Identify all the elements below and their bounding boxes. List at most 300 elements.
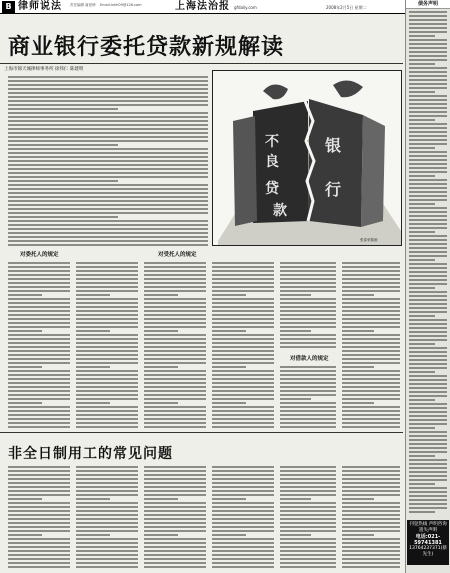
sidebar-notice-line xyxy=(409,51,447,53)
article1-col6-line xyxy=(342,310,400,312)
article2-col3-line xyxy=(144,530,206,532)
article2-col4-line xyxy=(212,566,274,568)
article1-col4-line xyxy=(212,298,274,300)
article1-col2-line xyxy=(76,418,138,420)
article1-col1-line xyxy=(8,322,70,324)
article2-col5-line xyxy=(280,506,336,508)
article2-col3-line xyxy=(144,518,206,520)
article1-col4-line xyxy=(212,410,274,412)
sidebar-notice-line xyxy=(409,427,435,429)
article1-col4-line xyxy=(212,406,274,408)
section-logo: B xyxy=(2,1,15,13)
article2-col4-line xyxy=(212,554,274,556)
article2-col6-line xyxy=(342,562,400,564)
article1-col6-line xyxy=(342,334,400,336)
article2-col5-line xyxy=(280,550,336,552)
article1-col1-line xyxy=(8,262,70,264)
article1-intro-line xyxy=(8,156,208,158)
article2-col4-line xyxy=(212,494,274,496)
editor-line: 责任编辑 唐爱珍 xyxy=(70,3,96,7)
article2-col6-line xyxy=(342,558,400,560)
sidebar-notice-line xyxy=(409,359,447,361)
article1-intro-line xyxy=(8,180,118,182)
article2-col1-line xyxy=(8,506,70,508)
sidebar-notice-line xyxy=(409,151,447,153)
article2-col3-line xyxy=(144,498,178,500)
article2-col1-line xyxy=(8,518,70,520)
article2-col4-line xyxy=(212,486,274,488)
sidebar-notice-line xyxy=(409,23,447,25)
article2-col1-line xyxy=(8,510,70,512)
article2-col1-line xyxy=(8,514,70,516)
article2-col3-line xyxy=(144,534,178,536)
sidebar-notice-line xyxy=(409,187,447,189)
article1-col4-line xyxy=(212,350,274,352)
article1-col3-line xyxy=(144,418,206,420)
sidebar-notice-line xyxy=(409,487,447,489)
article2-col4-line xyxy=(212,562,274,564)
article2-col1-line xyxy=(8,490,70,492)
article1-col3-line xyxy=(144,378,206,380)
article1-col6-line xyxy=(342,426,400,428)
sidebar-notice-line xyxy=(409,375,447,377)
sidebar-notice-line xyxy=(409,15,447,17)
article1-col4-line xyxy=(212,386,274,388)
article2-col2-line xyxy=(76,518,138,520)
article1-col4-line xyxy=(212,346,274,348)
sidebar-notice-line xyxy=(409,271,447,273)
article2-col3-line xyxy=(144,502,206,504)
sidebar-notice-line xyxy=(409,63,435,65)
article1-col6-line xyxy=(342,298,400,300)
sidebar-notice-line xyxy=(409,167,447,169)
article2-col1-line xyxy=(8,550,70,552)
article1-byline: 上海市锦天城律师事务所 徐伟仁 陈建明 xyxy=(4,67,84,72)
article1-col6-line xyxy=(342,294,374,296)
article1-col6-line xyxy=(342,282,400,284)
article2-col2-line xyxy=(76,534,110,536)
article1-col1-line xyxy=(8,350,70,352)
sidebar-notice-line xyxy=(409,39,447,41)
article2-col1-line xyxy=(8,554,70,556)
article1-col6-line xyxy=(342,322,400,324)
article2-col6-line xyxy=(342,482,400,484)
article1-col1-line xyxy=(8,378,70,380)
article1-col6-line xyxy=(342,390,400,392)
article1-col3-line xyxy=(144,290,206,292)
article1-col6-line xyxy=(342,358,400,360)
sidebar-notice-line xyxy=(409,343,435,345)
article2-col5-line xyxy=(280,530,336,532)
article1-col2-line xyxy=(76,286,138,288)
article1-col4-line xyxy=(212,294,246,296)
article2-col1-line xyxy=(8,478,70,480)
article1-col3-line xyxy=(144,262,206,264)
sidebar-notice-line xyxy=(409,171,447,173)
article1-col1-line xyxy=(8,390,70,392)
article1-col3-line xyxy=(144,374,206,376)
article1-col6-line xyxy=(342,270,400,272)
section-title: 律师说法 xyxy=(18,1,62,12)
article1-col3-line xyxy=(144,310,206,312)
sidebar-notice-line xyxy=(409,155,447,157)
article2-col5-line xyxy=(280,490,336,492)
article1-col5-line xyxy=(280,334,336,336)
article1-col4-line xyxy=(212,310,274,312)
article1-col2-line xyxy=(76,426,138,428)
article1-col2-line xyxy=(76,382,138,384)
article1-col5b-line xyxy=(280,406,336,408)
article1-col5b-line xyxy=(280,390,336,392)
article1-col3-line xyxy=(144,390,206,392)
article1-col1-line xyxy=(8,318,70,320)
article1-col1-line xyxy=(8,294,42,296)
article1-col6-line xyxy=(342,370,400,372)
sidebar-notice-line xyxy=(409,159,447,161)
email-line: Email:lxhh09@126.com xyxy=(100,3,142,7)
article1-col6-line xyxy=(342,406,400,408)
article1-col6-line xyxy=(342,342,400,344)
article1-col2-line xyxy=(76,406,138,408)
article2-col3-line xyxy=(144,546,206,548)
article1-col1-line xyxy=(8,374,70,376)
sidebar-notice-line xyxy=(409,215,447,217)
sidebar-notice-line xyxy=(409,447,447,449)
article1-col4-line xyxy=(212,338,274,340)
article1-col5b-line xyxy=(280,386,336,388)
article1-col1-line xyxy=(8,398,70,400)
article1-col6-line xyxy=(342,402,374,404)
sidebar-notice-line xyxy=(409,315,435,317)
sidebar-notice-line xyxy=(409,327,447,329)
article2-col5-line xyxy=(280,562,336,564)
article1-col2-line xyxy=(76,378,138,380)
article2-col5-line xyxy=(280,494,336,496)
article1-col1-line xyxy=(8,326,70,328)
article1-intro-line xyxy=(8,80,208,82)
sidebar-notice-line xyxy=(409,395,447,397)
article1-col5-line xyxy=(280,338,336,340)
article1-col3-line xyxy=(144,314,206,316)
article1-col3-line xyxy=(144,414,206,416)
article1-col4-line xyxy=(212,354,274,356)
article1-col1-line xyxy=(8,338,70,340)
article1-col1-line xyxy=(8,410,70,412)
article2-col6-line xyxy=(342,554,400,556)
article1-intro-line xyxy=(8,108,118,110)
article2-col5-line xyxy=(280,486,336,488)
sidebar-notice-line xyxy=(409,31,447,33)
article1-col4-line xyxy=(212,278,274,280)
article1-intro-line xyxy=(8,176,208,178)
illustration-svg xyxy=(213,71,402,246)
article1-col2-line xyxy=(76,334,138,336)
article2-col5-line xyxy=(280,558,336,560)
sidebar-notice-line xyxy=(409,307,447,309)
article1-col6-line xyxy=(342,318,400,320)
article1-col5-line xyxy=(280,346,336,348)
sidebar-notice-line xyxy=(409,115,447,117)
article2-col5-line xyxy=(280,498,311,500)
sidebar-notice-line xyxy=(409,71,447,73)
article1-col6-line xyxy=(342,326,400,328)
article1-col3-line xyxy=(144,426,206,428)
article1-intro-line xyxy=(8,76,208,78)
article2-col2-line xyxy=(76,542,138,544)
article2-col5-line xyxy=(280,466,336,468)
article1-col3-line xyxy=(144,366,178,368)
article1-col1-line xyxy=(8,414,70,416)
article2-col5-line xyxy=(280,502,336,504)
article2-col6-line xyxy=(342,490,400,492)
article2-col3-line xyxy=(144,490,206,492)
sidebar-notice-line xyxy=(409,223,447,225)
article2-col5-line xyxy=(280,534,311,536)
sidebar-notice-line xyxy=(409,123,447,125)
article1-intro-line xyxy=(8,240,208,242)
article2-col6-line xyxy=(342,514,400,516)
article1-col2-line xyxy=(76,370,138,372)
article2-col5-line xyxy=(280,510,336,512)
article2-col6-line xyxy=(342,550,400,552)
sidebar-notice-line xyxy=(409,255,447,257)
article1-intro-line xyxy=(8,196,208,198)
article1-col2-line xyxy=(76,262,138,264)
sidebar-notice-line xyxy=(409,199,447,201)
article2-col4-line xyxy=(212,502,274,504)
sidebar-notice-line xyxy=(409,479,447,481)
article2-col1-line xyxy=(8,470,70,472)
article1-col5b-line xyxy=(280,414,336,416)
article1-col4-line xyxy=(212,414,274,416)
article1-col3-line xyxy=(144,358,206,360)
article1-col2-line xyxy=(76,374,138,376)
article1-col4-line xyxy=(212,286,274,288)
article1-intro-line xyxy=(8,160,208,162)
article2-col6-line xyxy=(342,494,400,496)
article1-col6-line xyxy=(342,266,400,268)
article1-col2-line xyxy=(76,422,138,424)
sidebar-notice-line xyxy=(409,263,447,265)
article2-col2-line xyxy=(76,510,138,512)
article1-col2-line xyxy=(76,350,138,352)
article1-col6-line xyxy=(342,374,400,376)
article1-col2-line xyxy=(76,270,138,272)
article2-col6-line xyxy=(342,566,400,568)
sidebar-notice-line xyxy=(409,179,447,181)
article1-col6-line xyxy=(342,274,400,276)
article1-col4-line xyxy=(212,374,274,376)
article1-col2-line xyxy=(76,298,138,300)
article2-col4-line xyxy=(212,522,274,524)
article2-col3-line xyxy=(144,470,206,472)
article1-col5-line xyxy=(280,294,311,296)
article2-col2-line xyxy=(76,514,138,516)
illustration-caption: 张春荣插画 xyxy=(360,238,378,242)
sidebar-notice-line xyxy=(409,339,447,341)
article1-col1-line xyxy=(8,362,70,364)
article2-col1-line xyxy=(8,562,70,564)
article1-col3-line xyxy=(144,338,206,340)
article2-col2-line xyxy=(76,554,138,556)
article1-col3-line xyxy=(144,270,206,272)
article2-col2-line xyxy=(76,558,138,560)
sidebar-phone-box xyxy=(407,520,449,565)
article2-col2-line xyxy=(76,470,138,472)
section-divider xyxy=(0,432,403,433)
article1-col1-line xyxy=(8,286,70,288)
article1-col2-line xyxy=(76,338,138,340)
sidebar-notice-line xyxy=(409,127,447,129)
sidebar-notice-line xyxy=(409,475,447,477)
article1-intro-line xyxy=(8,136,208,138)
article1-intro-line xyxy=(8,204,208,206)
article1-col2-line xyxy=(76,398,138,400)
article2-col3-line xyxy=(144,514,206,516)
sidebar-notice-line xyxy=(409,95,447,97)
sidebar-notice-line xyxy=(409,335,447,337)
article1-col3-line xyxy=(144,322,206,324)
phone-box-line3: 13764237371(蔡先生) xyxy=(409,546,447,557)
article1-col2-line xyxy=(76,302,138,304)
article1-col5b-line xyxy=(280,370,336,372)
sidebar-title: 债务声明 xyxy=(406,0,450,9)
article2-col4-line xyxy=(212,546,274,548)
article2-col3-line xyxy=(144,542,206,544)
article1-intro-line xyxy=(8,152,208,154)
article1-col1-line xyxy=(8,282,70,284)
article1-col3-line xyxy=(144,326,206,328)
article1-col6-line xyxy=(342,398,400,400)
article1-col5b-line xyxy=(280,422,336,424)
article1-col1-line xyxy=(8,406,70,408)
article1-col4-line xyxy=(212,266,274,268)
article1-intro-line xyxy=(8,172,208,174)
article1-col2-line xyxy=(76,314,138,316)
article1-col3-line xyxy=(144,382,206,384)
article1-col5b-line xyxy=(280,402,336,404)
article2-col5-line xyxy=(280,470,336,472)
article1-intro-line xyxy=(8,168,208,170)
article2-col6-line xyxy=(342,534,374,536)
article1-col5-line xyxy=(280,314,336,316)
article1-col1-line xyxy=(8,330,42,332)
article1-col5-line xyxy=(280,310,336,312)
sidebar-notice-line xyxy=(409,379,447,381)
newspaper-name: 上海法治报 xyxy=(175,1,230,12)
sidebar-notice-line xyxy=(409,499,447,501)
sidebar-notice-line xyxy=(409,279,447,281)
article2-col3-line xyxy=(144,538,206,540)
article2-col6-line xyxy=(342,518,400,520)
article1-col6-line xyxy=(342,362,400,364)
sidebar-notice-line xyxy=(409,163,447,165)
sidebar-notice-line xyxy=(409,99,447,101)
sidebar-notice-line xyxy=(409,311,447,313)
sidebar-notice-line xyxy=(409,331,447,333)
article1-col4-line xyxy=(212,370,274,372)
article2-col2-line xyxy=(76,490,138,492)
article2-col1-line xyxy=(8,566,70,568)
phone-box-line2: 电话:021-59741381 xyxy=(414,534,442,546)
article1-col3-line xyxy=(144,410,206,412)
sidebar-notice-line xyxy=(409,415,447,417)
article1-intro-line xyxy=(8,188,208,190)
article1-intro-line xyxy=(8,208,208,210)
article1-intro-line xyxy=(8,100,208,102)
sidebar-notice-line xyxy=(409,203,435,205)
article2-col1-line xyxy=(8,546,70,548)
sidebar-notice-line xyxy=(409,11,447,13)
sidebar-notice-line xyxy=(409,239,447,241)
sidebar-notice-line xyxy=(409,83,447,85)
article1-col4-line xyxy=(212,314,274,316)
article2-col2-line xyxy=(76,562,138,564)
sidebar-notice-line xyxy=(409,355,447,357)
article1-intro-line xyxy=(8,104,208,106)
article1-col6-line xyxy=(342,262,400,264)
article1-intro-line xyxy=(8,184,208,186)
article1-col2-line xyxy=(76,266,138,268)
article1-col2-line xyxy=(76,354,138,356)
article1-intro-line xyxy=(8,200,208,202)
article1-col3-line xyxy=(144,302,206,304)
illus-char-6: 行 xyxy=(325,180,342,199)
article2-col3-line xyxy=(144,474,206,476)
article2-col4-line xyxy=(212,474,274,476)
article1-intro-line xyxy=(8,232,208,234)
article1-col6-line xyxy=(342,422,400,424)
article1-col4-line xyxy=(212,358,274,360)
article2-col4-line xyxy=(212,466,274,468)
article1-col6-line xyxy=(342,354,400,356)
article2-col4-line xyxy=(212,498,246,500)
article2-col3-line xyxy=(144,482,206,484)
article1-col2-line xyxy=(76,366,110,368)
article1-col3-line xyxy=(144,386,206,388)
article1-col3-line xyxy=(144,334,206,336)
article2-col6-line xyxy=(342,510,400,512)
article2-col6-line xyxy=(342,538,400,540)
article2-col4-line xyxy=(212,514,274,516)
article1-col5b-line xyxy=(280,378,336,380)
page-header xyxy=(0,0,405,14)
article1-intro-line xyxy=(8,148,208,150)
article2-col5-line xyxy=(280,482,336,484)
article1-col4-line xyxy=(212,342,274,344)
article1-col5-line xyxy=(280,286,336,288)
article1-col5-line xyxy=(280,322,336,324)
article1-col4-line xyxy=(212,302,274,304)
article1-col1-line xyxy=(8,342,70,344)
article2-col1-line xyxy=(8,534,42,536)
sidebar-notice-line xyxy=(409,19,447,21)
article2-col5-line xyxy=(280,514,336,516)
article2-col2-line xyxy=(76,546,138,548)
article1-intro-line xyxy=(8,112,208,114)
article1-col4-line xyxy=(212,398,274,400)
sidebar-notice-line xyxy=(409,259,435,261)
sidebar-notice-line xyxy=(409,47,447,49)
article2-col2-line xyxy=(76,494,138,496)
article1-intro-line xyxy=(8,132,208,134)
article1-col4-line xyxy=(212,366,246,368)
sidebar-notice-line xyxy=(409,295,447,297)
article2-col2-line xyxy=(76,522,138,524)
sidebar-notice-line xyxy=(409,143,447,145)
article1-col1-line xyxy=(8,266,70,268)
sidebar-notice-line xyxy=(409,75,447,77)
